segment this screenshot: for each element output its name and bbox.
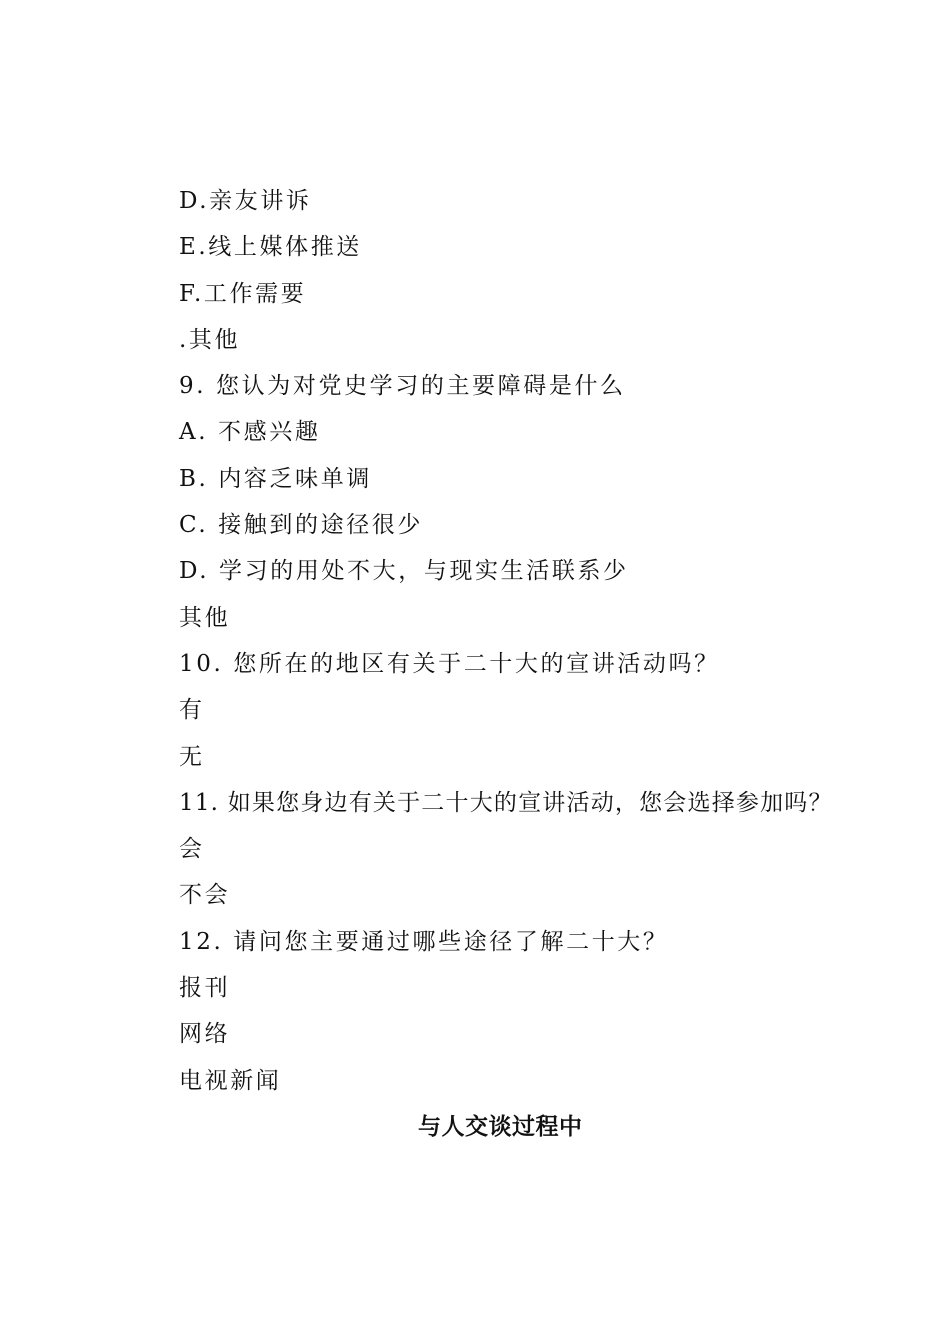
question-9: 9. 您认为对党史学习的主要障碍是什么 xyxy=(179,373,626,400)
q11-option-will: 会 xyxy=(179,836,205,863)
section-heading: 与人交谈过程中 xyxy=(418,1112,583,1140)
q12-option-internet: 网络 xyxy=(179,1021,231,1048)
q12-option-newspapers: 报刊 xyxy=(179,975,231,1002)
question-11: 11. 如果您身边有关于二十大的宣讲活动，您会选择参加吗？ xyxy=(179,789,833,816)
q10-option-no: 无 xyxy=(179,743,205,770)
q9-option-d: D. 学习的用处不大，与现实生活联系少 xyxy=(179,558,629,585)
option-e-online-media: E.线上媒体推送 xyxy=(179,234,362,261)
option-f-work: F.工作需要 xyxy=(179,280,307,307)
question-12: 12. 请问您主要通过哪些途径了解二十大？ xyxy=(179,928,669,955)
question-10: 10. 您所在的地区有关于二十大的宣讲活动吗？ xyxy=(179,650,720,677)
option-d-friends: D.亲友讲诉 xyxy=(179,188,312,214)
q12-option-tv-news: 电视新闻 xyxy=(179,1067,282,1094)
q9-option-other: 其他 xyxy=(179,604,231,631)
q9-option-b: B. 内容乏味单调 xyxy=(179,465,372,492)
q9-option-a: A. 不感兴趣 xyxy=(179,419,321,446)
document-body xyxy=(179,184,879,1156)
q10-option-yes: 有 xyxy=(179,697,205,724)
option-other: .其他 xyxy=(179,326,241,353)
q9-option-c: C. 接触到的途径很少 xyxy=(179,512,424,539)
q11-option-will-not: 不会 xyxy=(179,882,231,909)
